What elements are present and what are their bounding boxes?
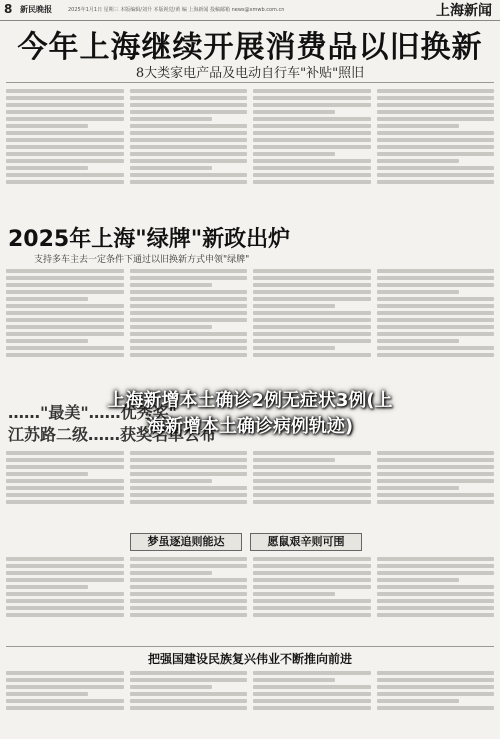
box-article-body	[6, 554, 494, 644]
section-name: 新民晚报	[20, 4, 52, 14]
text-column	[6, 266, 124, 391]
caption-line-2: 海新增本土确诊病例轨迹)	[146, 416, 354, 437]
second-headline: 2025年上海"绿牌"新政出炉	[8, 227, 291, 252]
text-column	[130, 554, 248, 644]
text-column	[253, 86, 371, 216]
text-column	[6, 448, 124, 528]
text-column	[130, 266, 248, 391]
text-column	[377, 448, 495, 528]
dateline: 2025年1月1日 星期三 本版编辑/刘升 本版视觉/黄 编 上海新闻 投稿邮箱 news@xmwb.com.cn	[68, 7, 285, 13]
box-headline-right: 愿鼠艰辛则可围	[250, 533, 362, 551]
divider	[6, 646, 494, 647]
text-column	[377, 266, 495, 391]
third-headline-line1: ……"最美"……优秀奖"	[8, 403, 178, 422]
third-headline-line2: 江苏路二级……获奖名单公布	[8, 425, 217, 444]
page-number: 8	[4, 2, 13, 16]
text-column	[6, 554, 124, 644]
divider	[6, 82, 494, 83]
text-column	[253, 448, 371, 528]
bottom-headline: 把强国建设民族复兴伟业不断推向前进	[147, 652, 352, 666]
second-subheadline: 支持多车主去一定条件下通过以旧换新方式申领"绿牌"	[34, 255, 250, 265]
text-column	[253, 266, 371, 391]
masthead	[0, 0, 500, 21]
text-column	[130, 448, 248, 528]
text-column	[130, 668, 248, 734]
caption-line-1: 上海新增本土确诊2例无症状3例(上	[107, 390, 393, 411]
text-column	[6, 668, 124, 734]
caption-overlay	[0, 388, 500, 440]
text-column	[377, 554, 495, 644]
text-column	[130, 86, 248, 216]
lead-subheadline: 8大类家电产品及电动自行车"补贴"照旧	[135, 66, 365, 81]
bottom-article-body	[6, 668, 494, 734]
text-column	[253, 668, 371, 734]
text-column	[377, 86, 495, 216]
lead-article-body	[6, 86, 494, 216]
second-article-body	[6, 266, 494, 391]
text-column	[377, 668, 495, 734]
text-column	[6, 86, 124, 216]
box-headline-left: 梦虽逐追则能达	[130, 533, 242, 551]
lead-headline: 今年上海继续开展消费品以旧换新	[17, 30, 483, 65]
third-article-body	[6, 448, 494, 528]
brand-title: 上海新闻	[436, 3, 492, 19]
text-column	[253, 554, 371, 644]
